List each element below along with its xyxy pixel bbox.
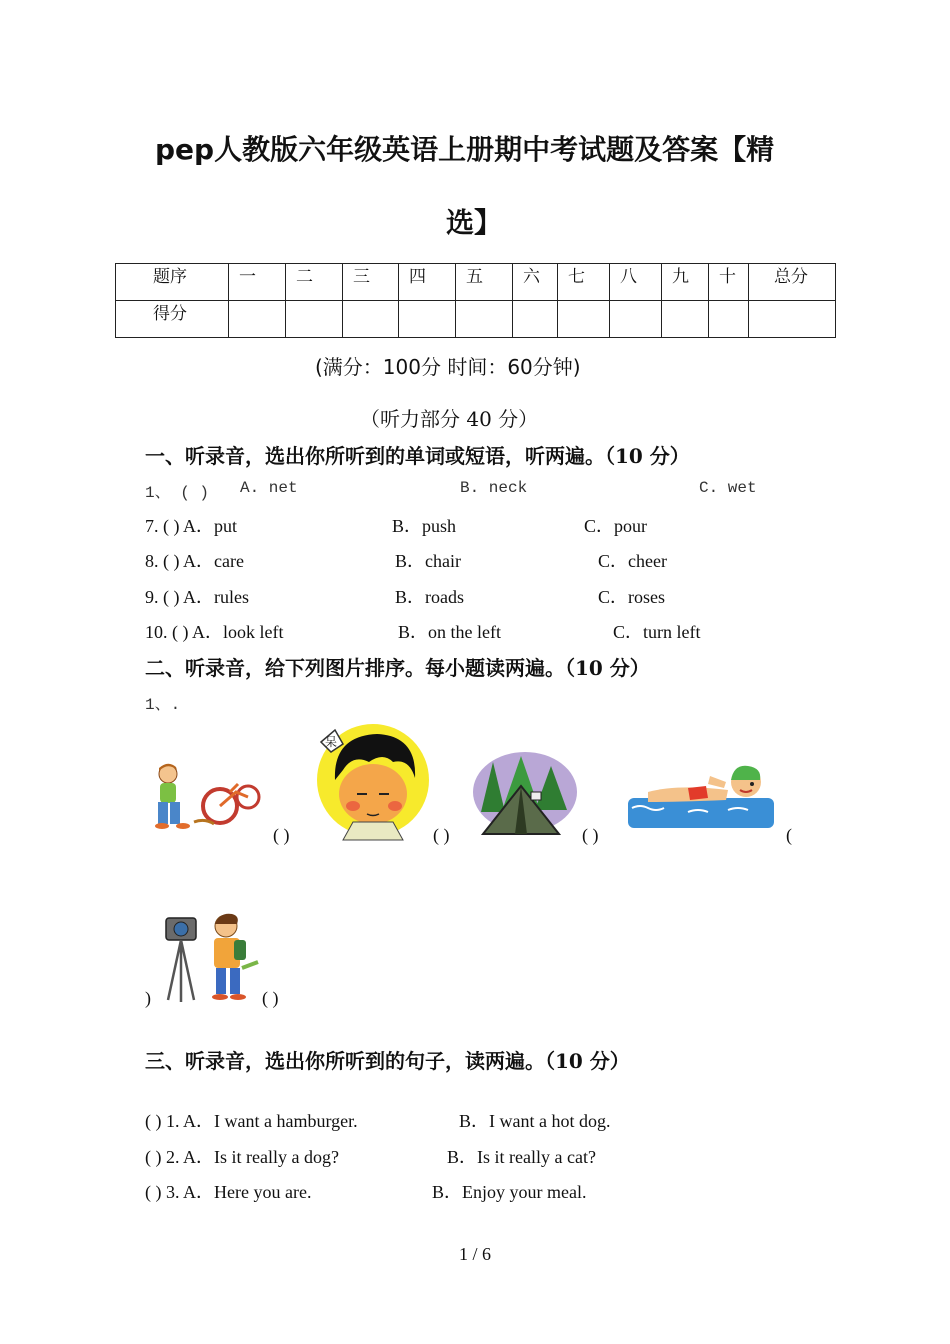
table-cell: 得分	[116, 301, 229, 338]
sentence-1-a: ( ) 1. A．I want a hamburger.	[145, 1111, 358, 1131]
option-c: C．cheer	[598, 551, 667, 571]
option-b: B．roads	[395, 587, 464, 607]
option-c: C. wet	[699, 479, 757, 497]
score-input-cell[interactable]	[749, 301, 836, 338]
sentence-1-b: B．I want a hot dog.	[459, 1111, 611, 1131]
option-c: C．turn left	[613, 622, 701, 642]
table-cell: 七	[558, 264, 610, 301]
order-blank[interactable]: ( )	[433, 825, 450, 845]
question-10: 10. ( ) A．look left	[145, 622, 284, 642]
score-input-cell[interactable]	[456, 301, 513, 338]
option-b: B．chair	[395, 551, 461, 571]
score-input-cell[interactable]	[513, 301, 558, 338]
sentence-2-a: ( ) 2. A．Is it really a dog?	[145, 1147, 339, 1167]
table-cell: 十	[709, 264, 749, 301]
score-input-cell[interactable]	[558, 301, 610, 338]
sentence-3-a: ( ) 3. A．Here you are.	[145, 1182, 312, 1202]
page-title-line1: pep人教版六年级英语上册期中考试题及答案【精	[155, 133, 775, 166]
score-table-header-row	[116, 264, 836, 301]
svg-text:呆: 呆	[325, 735, 338, 749]
option-c: C．roses	[598, 587, 665, 607]
option-b: B．on the left	[398, 622, 501, 642]
table-cell: 三	[343, 264, 399, 301]
section1-heading: 一、听录音，选出你所听到的单词或短语，听两遍。（10 分）	[145, 444, 690, 468]
option-c: C．pour	[584, 516, 647, 536]
order-blank[interactable]: ( )	[582, 825, 599, 845]
order-bracket-close: )	[145, 988, 151, 1008]
order-blank[interactable]: ( )	[262, 988, 279, 1008]
score-input-cell[interactable]	[610, 301, 662, 338]
score-input-cell[interactable]	[399, 301, 456, 338]
table-cell: 总分	[749, 264, 836, 301]
question-9: 9. ( ) A．rules	[145, 587, 249, 607]
item-number: 1、.	[145, 696, 181, 714]
question-number: 1、 ( )	[145, 484, 210, 502]
fallen-bicycle-picture	[150, 762, 265, 834]
page-number: 1 / 6	[459, 1244, 492, 1264]
table-cell: 九	[662, 264, 709, 301]
camera-boy-picture	[160, 912, 260, 1004]
order-bracket-open: (	[786, 825, 792, 845]
score-input-cell[interactable]	[229, 301, 286, 338]
listening-header: （听力部分 40 分）	[360, 407, 539, 431]
table-cell: 四	[399, 264, 456, 301]
option-b: B．push	[392, 516, 457, 536]
score-input-cell[interactable]	[662, 301, 709, 338]
score-table	[115, 263, 836, 338]
score-table-score-row	[116, 301, 836, 338]
section3-heading: 三、听录音，选出你所听到的句子，读两遍。（10 分）	[145, 1049, 630, 1073]
question-8: 8. ( ) A．care	[145, 551, 244, 571]
exam-meta: (满分：100分 时间：60分钟)	[315, 355, 581, 379]
table-cell: 二	[286, 264, 343, 301]
score-input-cell[interactable]	[343, 301, 399, 338]
option-b: B. neck	[460, 479, 528, 497]
question-7: 7. ( ) A．put	[145, 516, 237, 536]
sentence-3-b: B．Enjoy your meal.	[432, 1182, 587, 1202]
tent-forest-picture	[473, 752, 578, 836]
table-cell: 八	[610, 264, 662, 301]
sleepy-boy-picture	[313, 722, 433, 840]
order-blank[interactable]: ( )	[273, 825, 290, 845]
swimming-boy-picture	[628, 762, 776, 830]
table-cell: 题序	[116, 264, 229, 301]
option-a: A. net	[240, 479, 298, 497]
table-cell: 一	[229, 264, 286, 301]
score-input-cell[interactable]	[286, 301, 343, 338]
section2-heading: 二、听录音，给下列图片排序。每小题读两遍。（10 分）	[145, 656, 650, 680]
table-cell: 六	[513, 264, 558, 301]
page-title-line2: 选】	[446, 206, 503, 239]
score-input-cell[interactable]	[709, 301, 749, 338]
sentence-2-b: B．Is it really a cat?	[447, 1147, 596, 1167]
table-cell: 五	[456, 264, 513, 301]
